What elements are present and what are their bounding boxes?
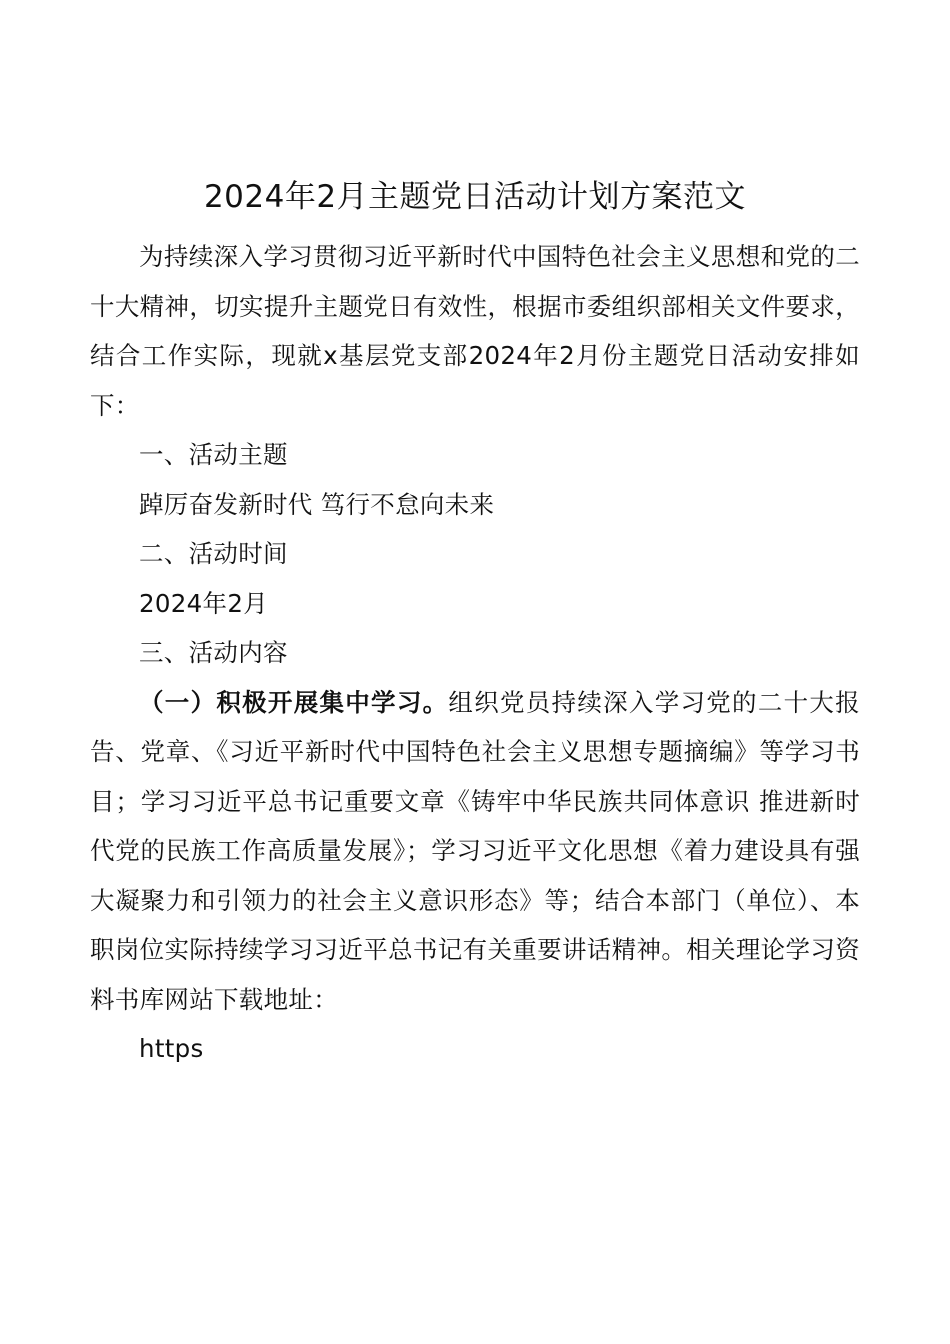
section-2-heading: 二、活动时间	[139, 539, 288, 568]
item-1-lead: （一）积极开展集中学习。	[139, 687, 449, 717]
document-body	[90, 232, 860, 1074]
section-3-heading: 三、活动内容	[139, 638, 288, 667]
section-1-heading: 一、活动主题	[139, 440, 288, 469]
item-1-paragraph	[90, 678, 860, 1025]
section-2-body: 2024年2月	[139, 588, 269, 618]
download-url: https	[139, 1034, 204, 1063]
intro-paragraph: 为持续深入学习贯彻习近平新时代中国特色社会主义思想和党的二十大精神，切实提升主题党日有效性，根据市委组织部相关文件要求，结合工作实际，现就x基层党支部2024年2月份主题党日活动安排如下：	[90, 242, 860, 420]
document-title: 2024年2月主题党日活动计划方案范文	[203, 179, 747, 215]
item-1-body: 组织党员持续深入学习党的二十大报告、党章、《习近平新时代中国特色社会主义思想专题摘编》等学习书目；学习习近平总书记重要文章《铸牢中华民族共同体意识 推进新时代党的民族工作高质量发展》；学习习近平文化思想《着力建设具有强大凝聚力和引领力的社会主义意识形态》等；结合本部门（单位）、本职岗位实际持续学习习近平总书记有关重要讲话精神。相关理论学习资料书库网站下载地址：	[90, 687, 860, 1014]
section-1-body: 踔厉奋发新时代 笃行不怠向未来	[139, 489, 495, 519]
